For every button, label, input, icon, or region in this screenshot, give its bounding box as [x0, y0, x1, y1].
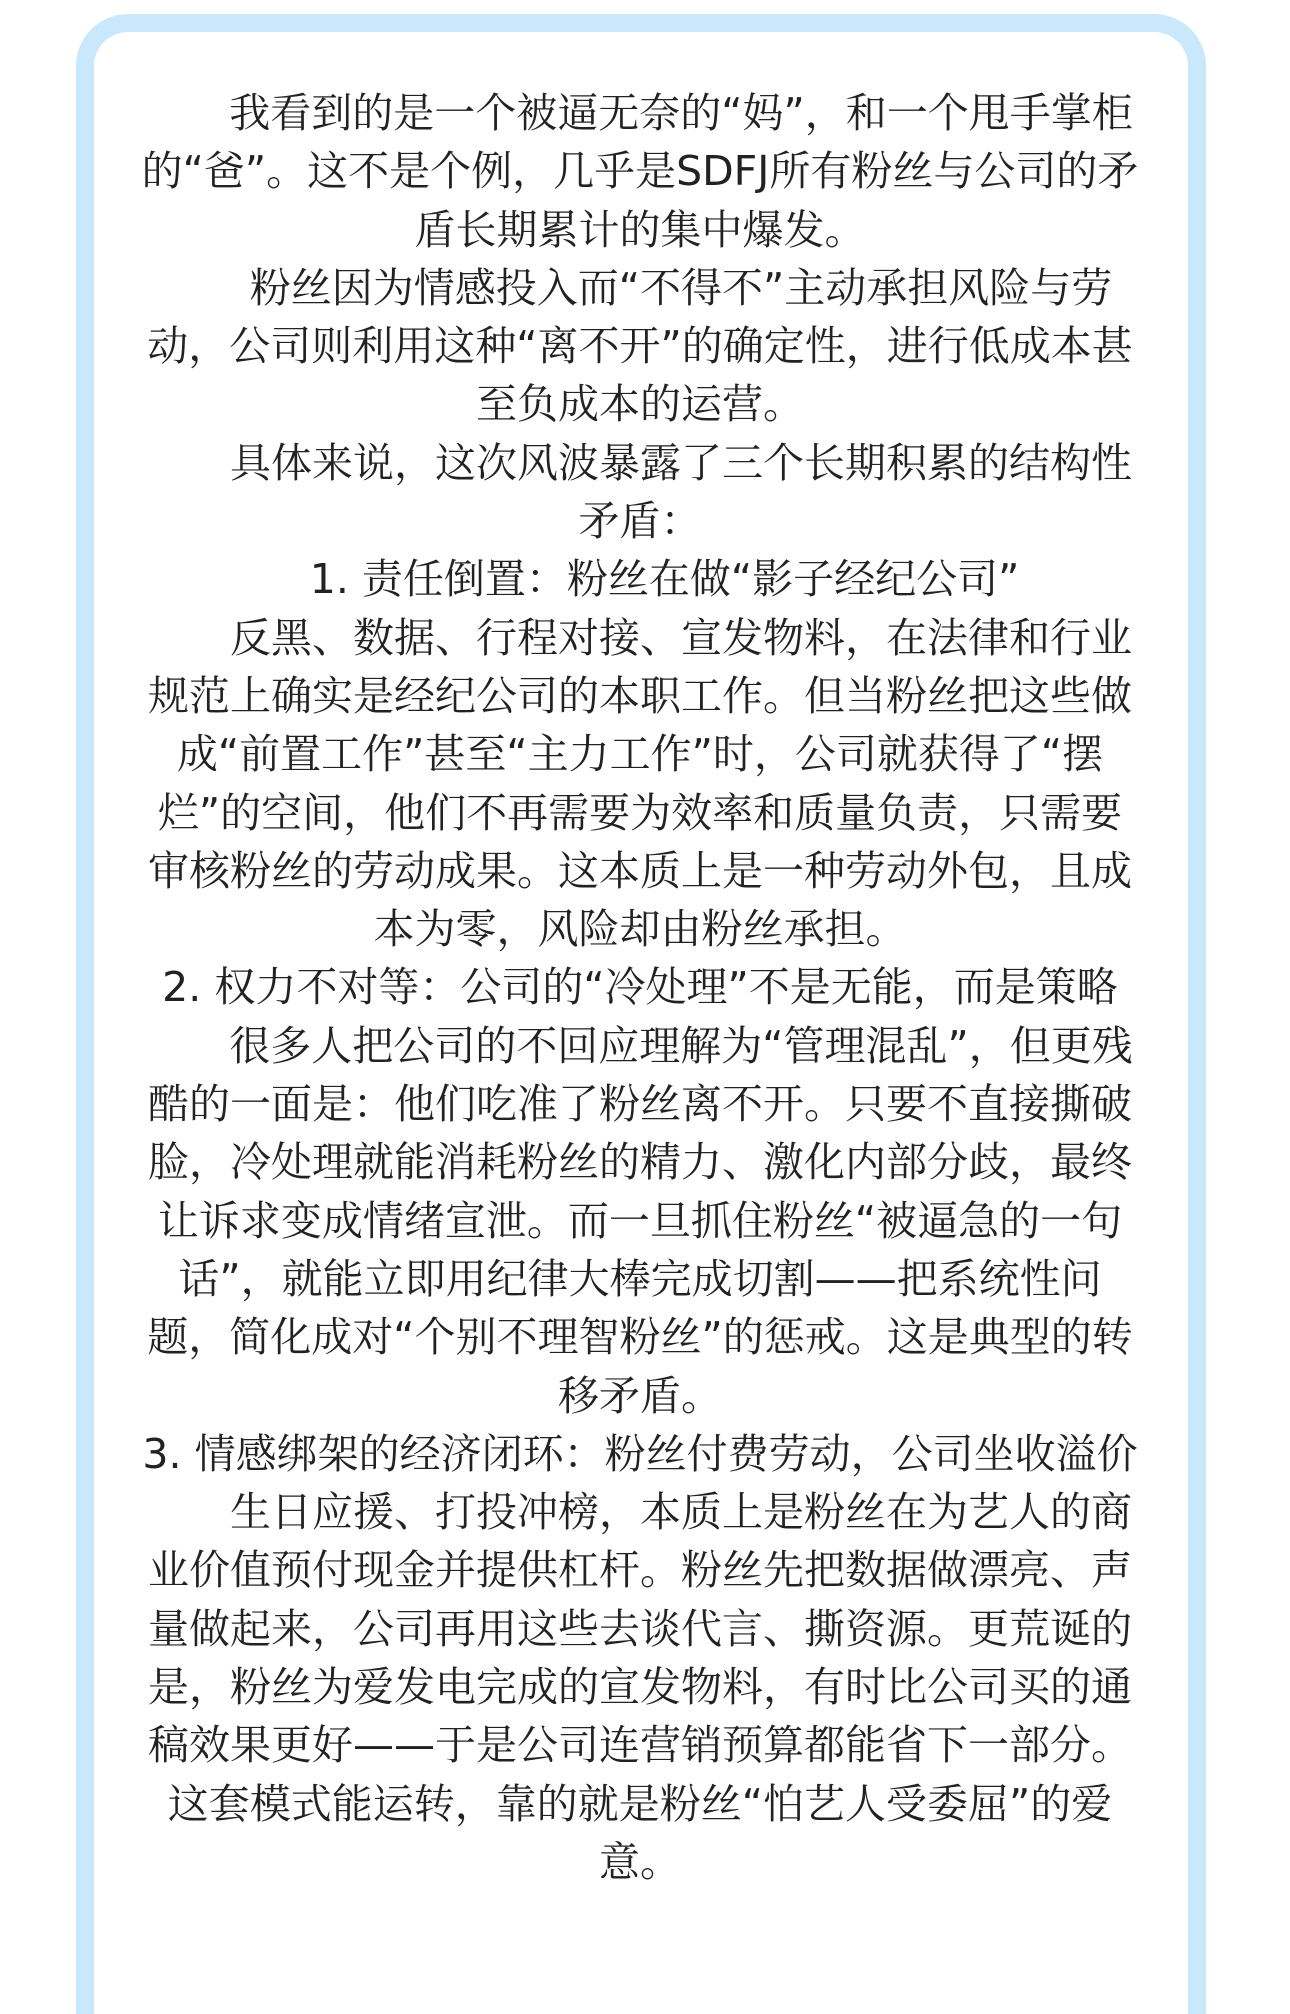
article-body: [140, 84, 1140, 1891]
point-3-body: 生日应援、打投冲榜，本质上是粉丝在为艺人的商业价值预付现金并提供杠杆。粉丝先把数据做漂亮、声量做起来，公司再用这些去谈代言、撕资源。更荒诞的是，粉丝为爱发电完成的宣发物料，有时比公司买的通稿效果更好——于是公司连营销预算都能省下一部分。这套模式能运转，靠的就是粉丝“怕艺人受委屈”的爱意。: [148, 1488, 1132, 1886]
paragraph-overview: 具体来说，这次风波暴露了三个长期积累的结构性矛盾：: [230, 438, 1132, 546]
point-2-heading: 2. 权力不对等：公司的“冷处理”不是无能，而是策略: [162, 963, 1118, 1012]
point-3-heading: 3. 情感绑架的经济闭环：粉丝付费劳动，公司坐收溢价: [142, 1429, 1138, 1478]
point-2-body: 很多人把公司的不回应理解为“管理混乱”，但更残酷的一面是：他们吃准了粉丝离不开。只要不直接撕破脸，冷处理就能消耗粉丝的精力、激化内部分歧，最终让诉求变成情绪宣泄。而一旦抓住粉丝“被逼急的一句话”，就能立即用纪律大棒完成切割——把系统性问题，简化成对“个别不理智粉丝”的惩戒。这是典型的转移矛盾。: [147, 1021, 1133, 1420]
point-1-heading: 1. 责任倒置：粉丝在做“影子经纪公司”: [309, 555, 1020, 604]
paragraph-summary: 粉丝因为情感投入而“不得不”主动承担风险与劳动，公司则利用这种“离不开”的确定性，进行低成本甚至负成本的运营。: [147, 263, 1133, 429]
point-1-body: 反黑、数据、行程对接、宣发物料，在法律和行业规范上确实是经纪公司的本职工作。但当粉丝把这些做成“前置工作”甚至“主力工作”时，公司就获得了“摆烂”的空间，他们不再需要为效率和质量负责，只需要审核粉丝的劳动成果。这本质上是一种劳动外包，且成本为零，风险却由粉丝承担。: [148, 613, 1132, 954]
paragraph-intro: 我看到的是一个被逼无奈的“妈”，和一个甩手掌柜的“爸”。这不是个例，几乎是SDFJ所有粉丝与公司的矛盾长期累计的集中爆发。: [141, 89, 1139, 254]
